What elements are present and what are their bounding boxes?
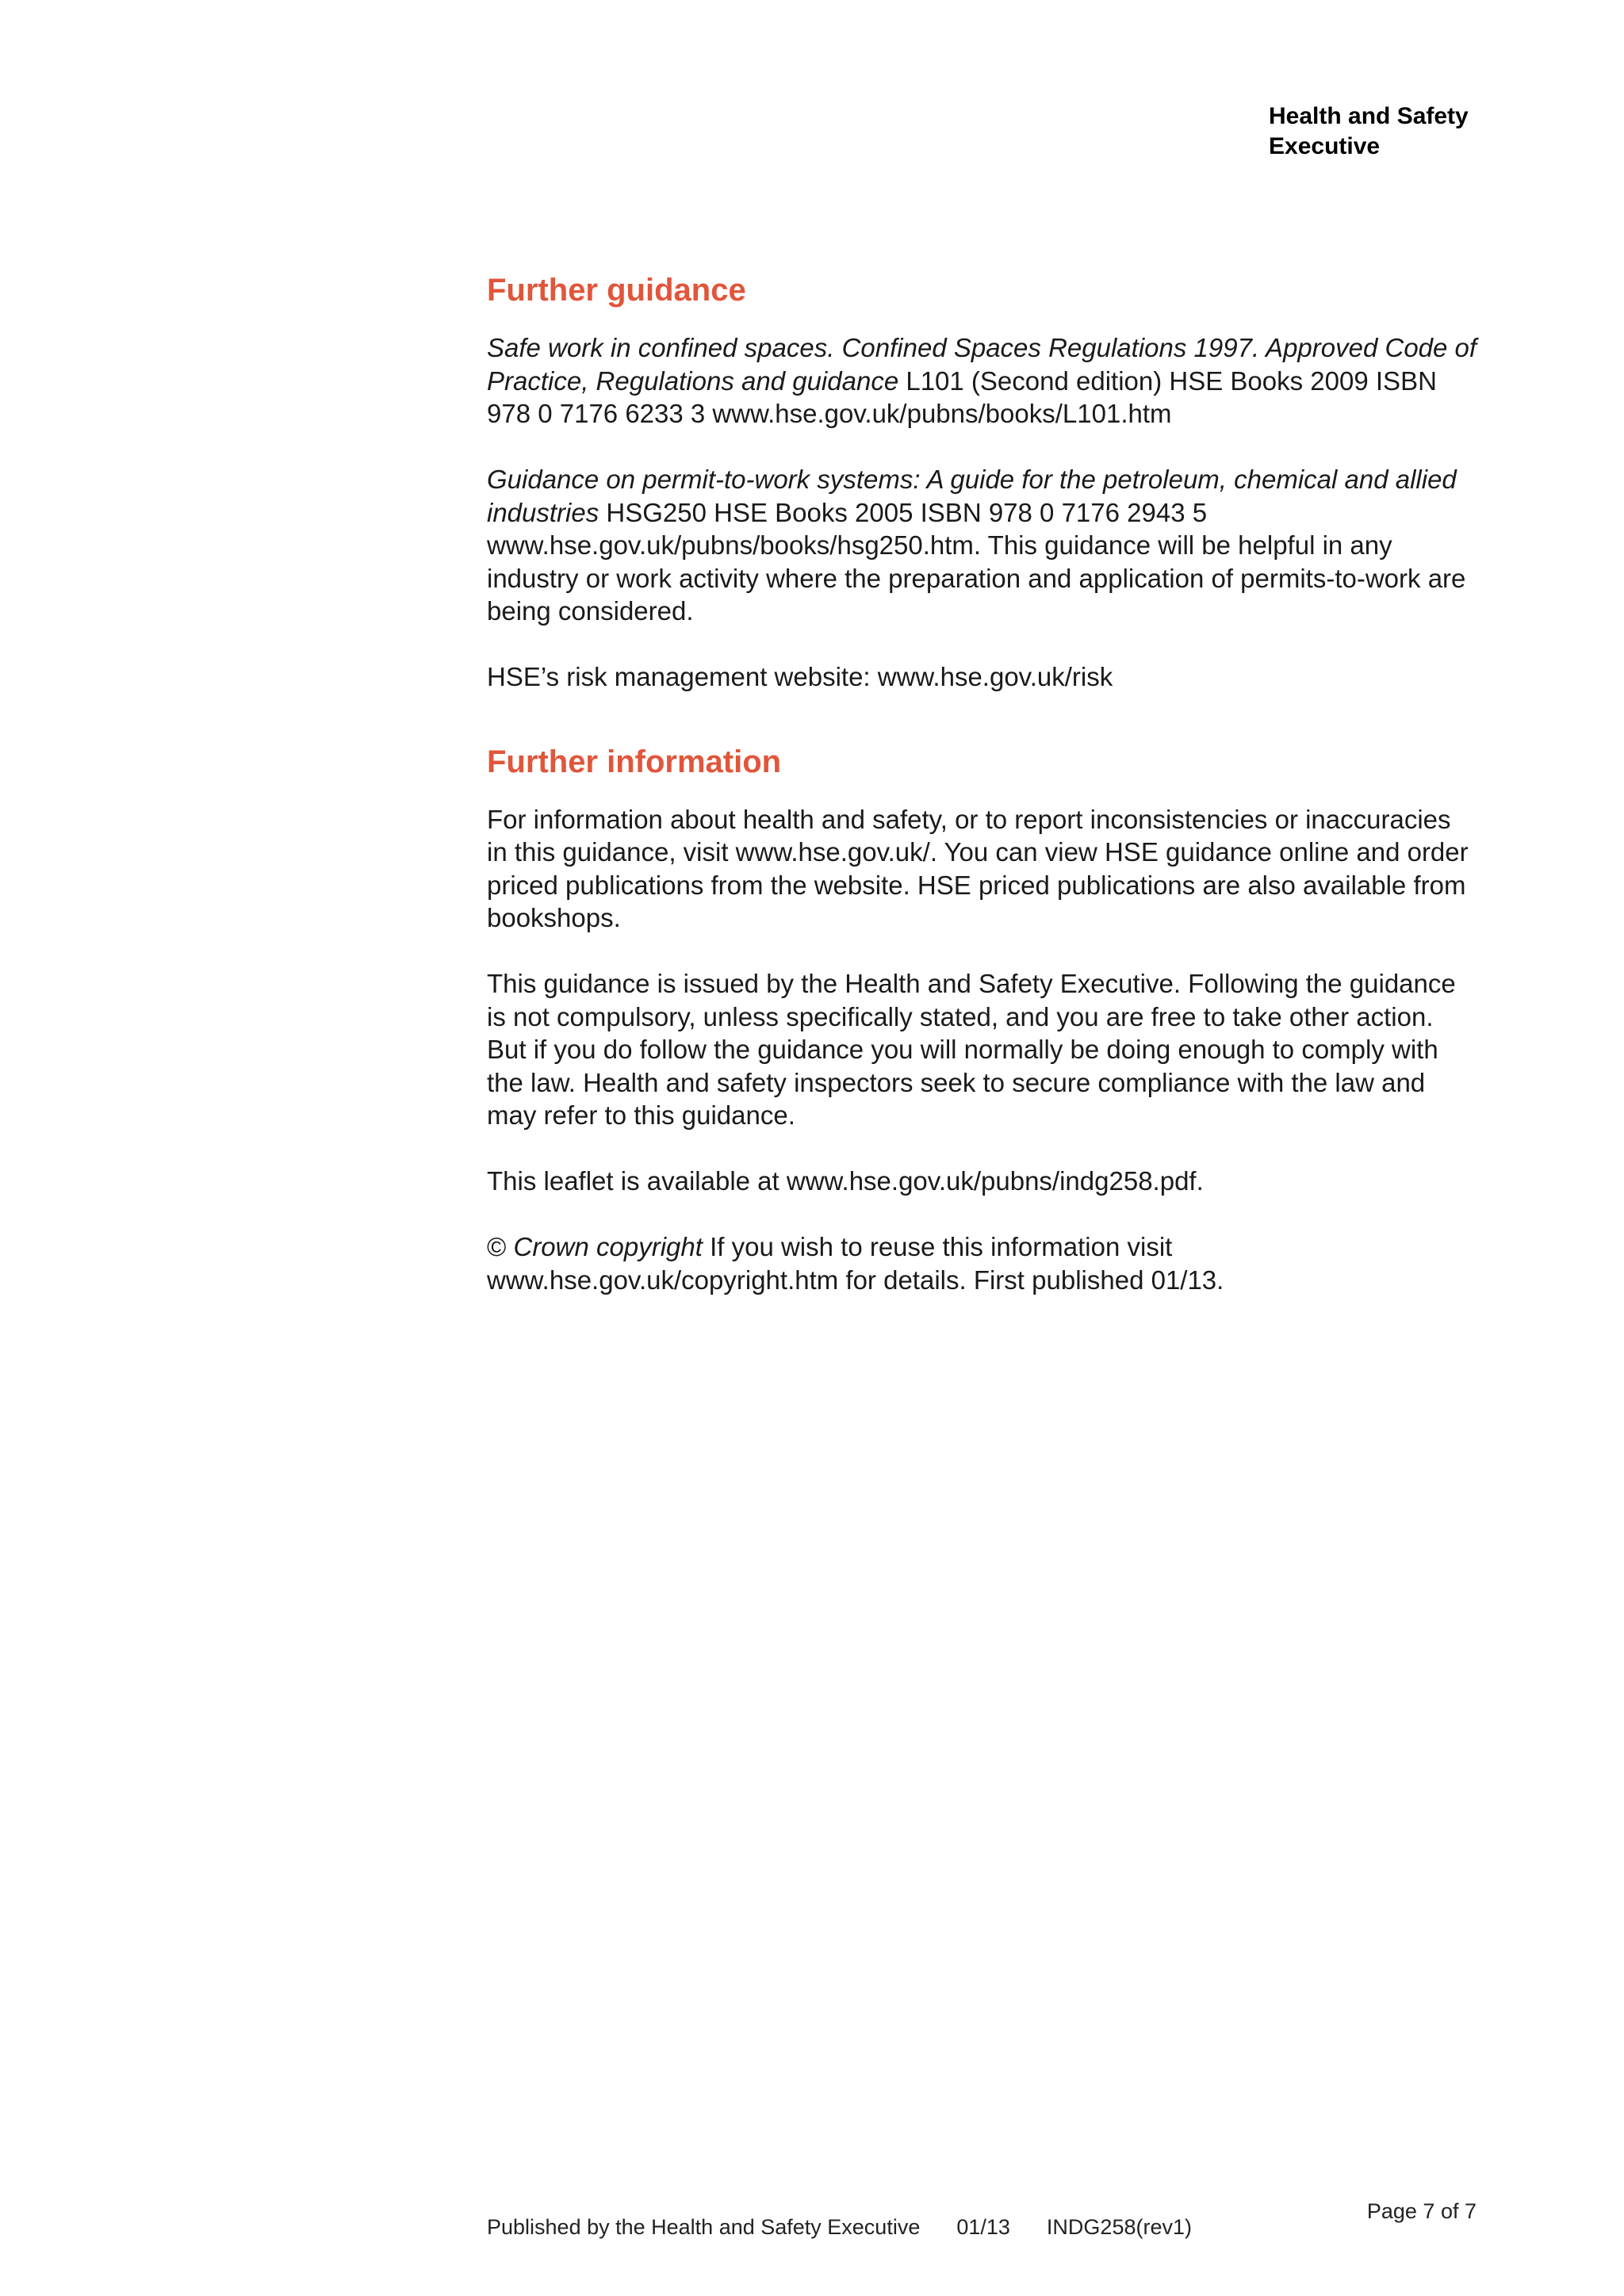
footer-document-code: INDG258(rev1) xyxy=(1046,2215,1192,2239)
reference-details: HSG250 HSE Books 2005 ISBN 978 0 7176 2943 5 www.hse.gov.uk/pubns/books/hsg250.htm. This guidance will be helpful in any industry or work activity where the preparation and application of permits-to-work are being considered. xyxy=(487,497,1466,626)
main-content xyxy=(487,270,1478,1296)
further-information-heading: Further information xyxy=(487,744,782,779)
further-guidance-section xyxy=(487,270,1478,694)
organisation-name-line2: Executive xyxy=(1269,133,1381,159)
information-paragraph-availability: This leaflet is available at www.hse.gov.uk/pubns/indg258.pdf. xyxy=(487,1166,1204,1196)
publication-footer xyxy=(487,2214,1192,2241)
page-number: Page 7 of 7 xyxy=(1366,2199,1477,2223)
copyright-notice xyxy=(487,1230,1478,1296)
risk-website-reference: HSE’s risk management website: www.hse.gov.uk/risk xyxy=(487,662,1113,691)
information-paragraph-legal-status: This guidance is issued by the Health and Safety Executive. Following the guidance is not compulsory, unless specifically stated, and you are free to take other action. But if you do follow the guidance you will normally be doing enough to comply with the law. Health and safety inspectors seek to secure compliance with the law and may refer to this guidance. xyxy=(487,969,1456,1130)
reference-title: Guidance on permit-to-work systems: A guide for the petroleum, chemical and allied industries xyxy=(487,465,1457,527)
footer-publisher: Published by the Health and Safety Executive xyxy=(487,2215,921,2239)
copyright-details: If you wish to reuse this information visit www.hse.gov.uk/copyright.htm for details. First published 01/13. xyxy=(487,1232,1224,1295)
footer-date: 01/13 xyxy=(956,2215,1010,2239)
copyright-symbol: © xyxy=(487,1232,514,1261)
guidance-reference-l101 xyxy=(487,331,1478,430)
further-information-section xyxy=(487,741,1478,1297)
reference-details: L101 (Second edition) HSE Books 2009 ISBN 978 0 7176 6233 3 www.hse.gov.uk/pubns/books/L101.htm xyxy=(487,365,1437,428)
information-paragraph-contact: For information about health and safety, or to report inconsistencies or inaccuracies in this guidance, visit www.hse.gov.uk/. You can view HSE guidance online and order priced publications from the website. HSE priced publications are also available from bookshops. xyxy=(487,804,1469,932)
organisation-name-line1: Health and Safety xyxy=(1269,103,1469,129)
copyright-title: Crown copyright xyxy=(513,1232,703,1261)
further-guidance-heading: Further guidance xyxy=(487,273,746,308)
guidance-reference-hsg250 xyxy=(487,463,1478,628)
organisation-header xyxy=(1269,101,1586,162)
reference-title: Safe work in confined spaces. Confined Spaces Regulations 1997. Approved Code of Practice, Regulations and guidance xyxy=(487,333,1477,396)
